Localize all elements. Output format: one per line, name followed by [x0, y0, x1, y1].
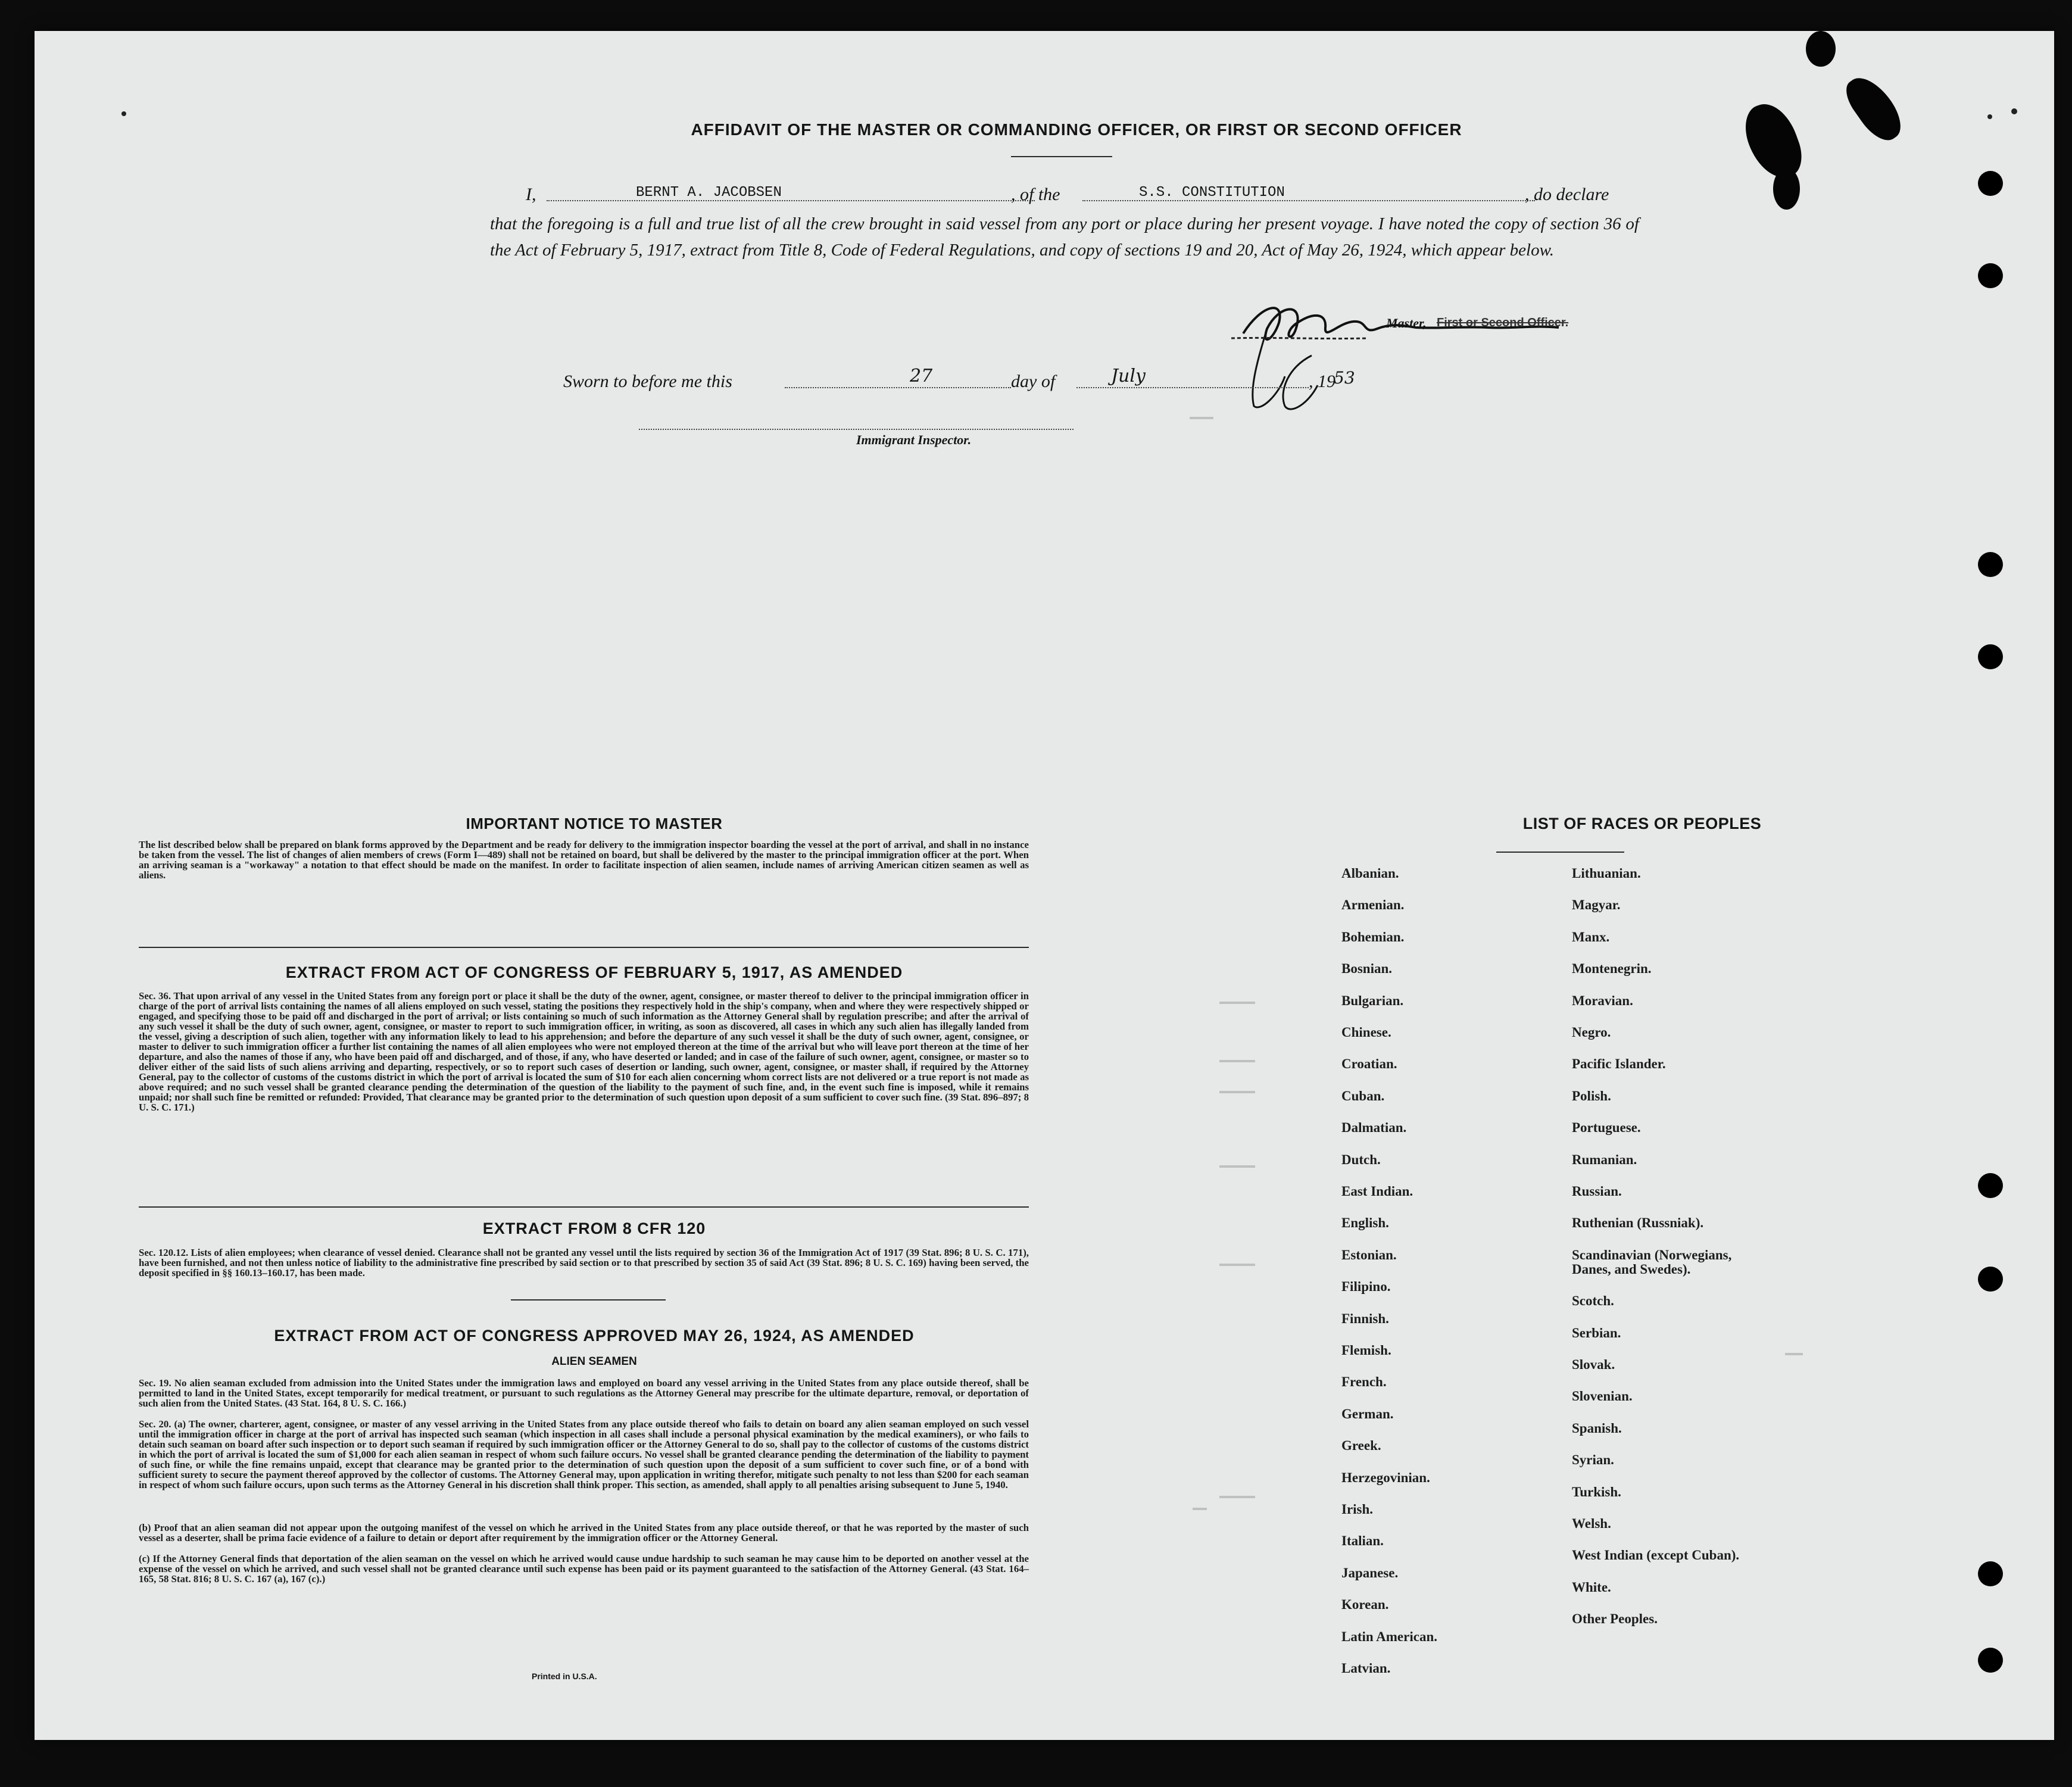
struck-officer-title: First or Second Officer.: [1437, 316, 1569, 329]
race-right-item: Syrian.: [1572, 1452, 1614, 1468]
ghost-mark: [1219, 1060, 1255, 1062]
race-right-item: Rumanian.: [1572, 1152, 1637, 1167]
year-prefix: , 19: [1309, 372, 1335, 391]
ghost-mark: [1219, 1264, 1255, 1266]
race-right-item: Other Peoples.: [1572, 1611, 1658, 1627]
i-prefix: I,: [526, 185, 536, 204]
race-right-item: Pacific Islander.: [1572, 1056, 1666, 1072]
race-left-item: Latvian.: [1341, 1661, 1391, 1676]
sec-19-text: Sec. 19. No alien seaman excluded from admission into the United States under the immigration laws and employed on board any vessel arriving in the United States from any place outside thereof, shall be permitted to land in the United States, except temporarily for medical treatment, or pursuant to such regulations as the Attorney General may prescribe for the ultimate departure, removal, or deportation of such alien from the United States. (43 Stat. 164, 8 U. S. C. 166.): [139, 1377, 1029, 1409]
race-right-item: Russian.: [1572, 1184, 1622, 1199]
master-label: Master,: [1386, 316, 1427, 330]
notice-divider: [139, 947, 1029, 948]
binder-hole: [1978, 1561, 2003, 1586]
day-line: [785, 387, 1011, 388]
notice-text: The list described below shall be prepared on blank forms approved by the Department and be ready for delivery to the immigration inspector boarding the vessel at the port of arrival, and shall in no instance be taken from the vessel. The list of changes of alien members of crews (Form I—489) shall not be retained on board, but shall be delivered by the master to the principal immigration officer at the port. When an arriving seaman is a "workaway" a notation to that effect should be made on the manifest. In order to facilitate inspection of alien seamen, include names of arriving American citizen seamen as well as aliens.: [139, 839, 1029, 881]
race-right-item: Turkish.: [1572, 1484, 1621, 1499]
year-suffix: 53: [1334, 368, 1355, 388]
month-line: [1076, 387, 1309, 388]
race-right-item: White.: [1572, 1579, 1611, 1595]
extract-1917-divider: [139, 1206, 1029, 1208]
speck: [1987, 114, 1992, 119]
race-right-item: Montenegrin.: [1572, 961, 1652, 977]
extract-1924-title: EXTRACT FROM ACT OF CONGRESS APPROVED MAY 26, 1924, AS AMENDED: [274, 1327, 915, 1345]
binder-hole: [1978, 263, 2003, 288]
race-right-item: Negro.: [1572, 1025, 1611, 1040]
race-left-item: Dalmatian.: [1341, 1120, 1407, 1136]
ink-stain: [1737, 96, 1809, 186]
race-left-item: Herzegovinian.: [1341, 1470, 1430, 1485]
race-right-item: Slovenian.: [1572, 1389, 1633, 1404]
extract-cfr-title: EXTRACT FROM 8 CFR 120: [482, 1220, 706, 1237]
race-right-item: Scandinavian (Norwegians,: [1572, 1247, 1732, 1262]
race-left-item: Irish.: [1341, 1502, 1374, 1517]
alien-seamen-subtitle: ALIEN SEAMEN: [551, 1355, 637, 1368]
race-left-item: Croatian.: [1341, 1056, 1397, 1072]
printed-in-usa: Printed in U.S.A.: [532, 1671, 597, 1681]
ghost-mark: [1785, 1353, 1803, 1355]
race-right-item: Slovak.: [1572, 1357, 1615, 1372]
race-left-item: Albanian.: [1341, 866, 1399, 881]
sec-20c-text: (c) If the Attorney General finds that deportation of the alien seaman on the vessel on which he arrived would cause undue hardship to such seaman he may cause him to be deported on another vessel at the expense of the vessel on which he arrived, and such vessel shall not be granted clearance until such expense has been paid or its payment guaranteed to the satisfaction of the Attorney General. (43 Stat. 164–165, 58 Stat. 816; 8 U. S. C. 167 (a), 167 (c).): [139, 1553, 1029, 1585]
ghost-mark: [1219, 1165, 1255, 1168]
affidavit-title: AFFIDAVIT OF THE MASTER OR COMMANDING OFFICER, OR FIRST OR SECOND OFFICER: [691, 120, 1462, 139]
races-title: LIST OF RACES OR PEOPLES: [1522, 815, 1762, 832]
ghost-mark: [1219, 1091, 1255, 1093]
race-right-item: Spanish.: [1572, 1420, 1622, 1436]
race-left-item: Armenian.: [1341, 897, 1405, 913]
ghost-mark: [1190, 417, 1213, 419]
race-right-item: Ruthenian (Russniak).: [1572, 1215, 1704, 1231]
document-sheet: [35, 31, 2054, 1740]
race-right-item: Manx.: [1572, 929, 1610, 944]
race-left-item: Estonian.: [1341, 1247, 1397, 1262]
race-left-item: Japanese.: [1341, 1565, 1399, 1580]
binder-hole: [1978, 552, 2003, 577]
race-right-item: Magyar.: [1572, 897, 1621, 913]
binder-hole: [1978, 1267, 2003, 1292]
inspector-signature-line: [639, 429, 1074, 430]
race-left-item: Italian.: [1341, 1533, 1384, 1549]
sec-20b-text: (b) Proof that an alien seaman did not appear upon the outgoing manifest of the vessel on which he arrived in the United States from any place outside thereof, or that he was reported by the master of such vessel as a deserter, shall be prima facie evidence of a failure to detain or deport after requirement by the immigration officer or the Attorney General.: [139, 1522, 1029, 1543]
notice-title: IMPORTANT NOTICE TO MASTER: [466, 815, 723, 832]
sec-20a-text: Sec. 20. (a) The owner, charterer, agent, consignee, or master of any vessel arriving in the United States from any place outside thereof who fails to detain on board any alien seaman employed on such vessel until the immigration officer in charge at the port of arrival has inspected such seaman (which inspection in all cases shall include a personal physical examination by the medical examiners), or who fails to detain such seaman on board after such inspection or to deport such seaman if required by such immigration officer or the Attorney General to do so, shall pay to the collector of customs of the customs district in which the port of arrival is located the sum of $1,000 for each alien seaman in respect of whom such failure occurs. No vessel shall be granted clearance pending the determination of the liability to payment of such fine, or while the fine remains unpaid, except that clearance may be granted prior to the determination of such question upon the deposit of a sum sufficient to cover such fine, or of a bond with sufficient surety to secure the payment thereof approved by the collector of customs. The Attorney General may, upon application in writing therefor, mitigate such penalty to not less than $200 for each seaman in respect of whom such failure occurs, upon such terms as the Attorney General in his discretion shall think proper. This section, as amended, shall apply to all penalties arising subsequent to June 5, 1940.: [139, 1418, 1029, 1490]
ink-stain: [1839, 69, 1909, 148]
officer-name: BERNT A. JACOBSEN: [636, 185, 782, 201]
extract-cfr-text: Sec. 120.12. Lists of alien employees; when clearance of vessel denied. Clearance shall not be granted any vessel until the lists required by section 36 of the Immigration Act of 1917 (39 Stat. 896; 8 U. S. C. 171), have been furnished, and not then unless notice of liability to the administrative fine prescribed by said section or to that prescribed by section 35 of said Act (39 Stat. 896; 8 U. S. C. 169) having been served, the deposit specified in §§ 160.13–160.17, has been made.: [139, 1247, 1029, 1278]
race-right-item: West Indian (except Cuban).: [1572, 1548, 1740, 1563]
race-left-item: Korean.: [1341, 1597, 1389, 1613]
race-left-item: Cuban.: [1341, 1088, 1385, 1103]
race-left-item: English.: [1341, 1215, 1389, 1231]
race-left-item: East Indian.: [1341, 1184, 1413, 1199]
race-right-item: Scotch.: [1572, 1293, 1614, 1309]
race-right-item: Danes, and Swedes).: [1572, 1261, 1691, 1277]
races-title-rule: [1496, 852, 1624, 853]
binder-hole: [1978, 171, 2003, 196]
race-left-item: Filipino.: [1341, 1279, 1391, 1295]
ink-stain: [1806, 31, 1836, 67]
race-left-item: French.: [1341, 1374, 1387, 1390]
race-left-item: Bohemian.: [1341, 929, 1405, 944]
binder-hole: [1978, 644, 2003, 669]
race-right-item: Portuguese.: [1572, 1120, 1641, 1136]
race-left-item: German.: [1341, 1406, 1394, 1421]
do-declare-text: , do declare: [1525, 185, 1609, 204]
race-right-item: Lithuanian.: [1572, 866, 1641, 881]
race-right-item: Polish.: [1572, 1088, 1611, 1103]
binder-hole: [1978, 1648, 2003, 1673]
ghost-mark: [1219, 1496, 1255, 1498]
race-left-item: Flemish.: [1341, 1343, 1391, 1358]
inspector-label: Immigrant Inspector.: [856, 432, 972, 447]
ink-stain: [1773, 168, 1800, 210]
of-the-text: , of the: [1011, 185, 1060, 204]
extract-cfr-divider: [511, 1299, 666, 1301]
speck: [2011, 108, 2017, 114]
race-left-item: Latin American.: [1341, 1629, 1437, 1644]
race-right-item: Welsh.: [1572, 1516, 1611, 1531]
sworn-month: July: [1111, 366, 1146, 386]
race-left-item: Bulgarian.: [1341, 993, 1404, 1008]
day-of-text: day of: [1011, 372, 1056, 391]
speck: [121, 111, 126, 116]
affidavit-statement: that the foregoing is a full and true list of all the crew brought in said vessel from any port or place during her present voyage. I have noted the copy of section 36 of the Act of February 5, 1917, extract from Title 8, Code of Federal Regulations, and copy of sections 19 and 20, Act of May 26, 1924, which appear below.: [490, 214, 1639, 260]
inspector-flourish: [1276, 350, 1324, 415]
binder-hole: [1978, 1173, 2003, 1198]
race-left-item: Bosnian.: [1341, 961, 1393, 977]
race-left-item: Finnish.: [1341, 1311, 1389, 1326]
ghost-mark: [1219, 1002, 1255, 1004]
ghost-mark: [1193, 1508, 1207, 1510]
title-rule: [1011, 156, 1112, 157]
sworn-day: 27: [910, 366, 933, 386]
extract-1917-text: Sec. 36. That upon arrival of any vessel in the United States from any foreign port or place it shall be the duty of the owner, agent, consignee, or master thereof to deliver to the principal immigration officer in charge of the port of arrival lists containing the names of all aliens employed on such vessel, stating the positions they respectively hold in the ship's company, when and where they were respectively shipped or engaged, and specifying those to be paid off and discharged in the port of arrival; or lists containing so much of such information as the Attorney General shall by regulation prescribe; and after the arrival of any such vessel it shall be the duty of such owner, agent, consignee, or master to report to such immigration officer, in writing, as soon as discovered, all cases in which any such alien has illegally landed from the vessel, giving a description of such alien, together with any information likely to lead to his apprehension; and before the departure of any such vessel it shall be the duty of such owner, agent, consignee, or master to deliver to such immigration officer a further list containing the names of all alien employees who were not employed thereon at the time of the arrival but who will leave port thereon at the time of her departure, and also the names of those if any, who have been paid off and discharged, and of those, if any, who have deserted or landed; and in case of the failure of such owner, agent, consignee, or master so to deliver either of the said lists of such aliens arriving and departing, respectively, or so to report such cases of desertion or landing, such owner, agent, consignee, or master shall, if required by the Attorney General, pay to the collector of customs of the customs district in which the port of arrival is located the sum of $10 for each alien concerning whom correct lists are not delivered or a true report is not made as above required; and no such vessel shall be granted clearance pending the determination of the question of the liability to the payment of such fine, and, in the event such fine is imposed, while it remains unpaid; nor shall such fine be remitted or refunded: Provided, That clearance may be granted prior to the determination of such question upon deposit of a sum sufficient to cover such fine. (39 Stat. 896–897; 8 U. S. C. 171.): [139, 990, 1029, 1113]
name-line: [547, 200, 1035, 201]
race-right-item: Moravian.: [1572, 993, 1633, 1008]
race-left-item: Chinese.: [1341, 1025, 1391, 1040]
sworn-prefix: Sworn to before me this: [563, 372, 732, 391]
race-right-item: Serbian.: [1572, 1325, 1621, 1340]
vessel-name: S.S. CONSTITUTION: [1139, 185, 1285, 201]
race-left-item: Greek.: [1341, 1438, 1381, 1454]
race-left-item: Dutch.: [1341, 1152, 1381, 1167]
extract-1917-title: EXTRACT FROM ACT OF CONGRESS OF FEBRUARY 5, 1917, AS AMENDED: [285, 963, 903, 981]
